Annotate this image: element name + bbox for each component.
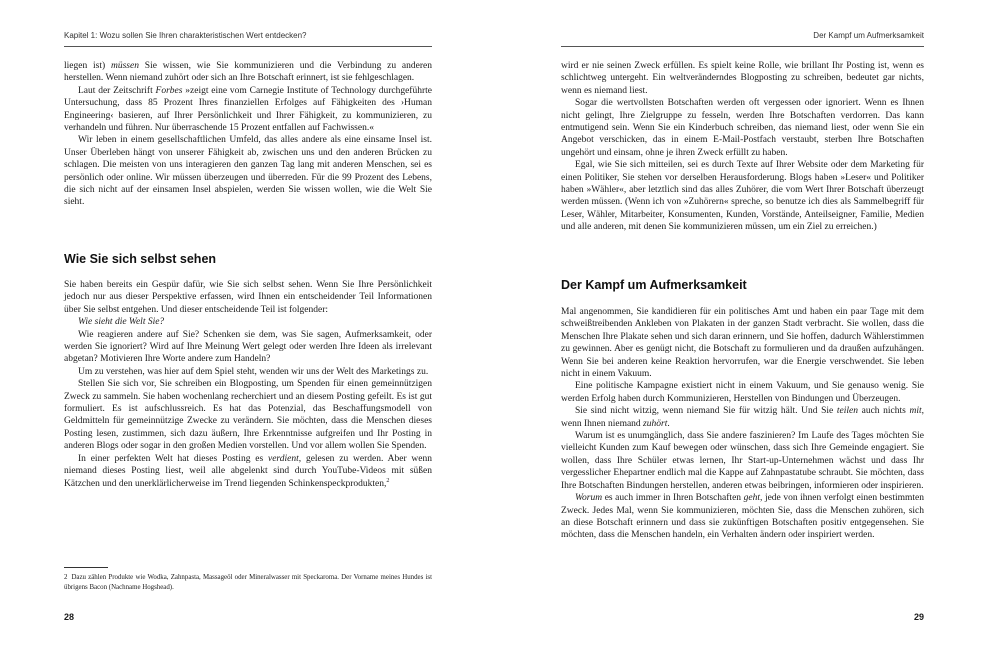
text-run: , jede von ihnen verfolgt einen bestimmten Zweck. Jedes Mal, wenn Sie kommunizieren, möchten Sie, dass die Menschen zuhören, sich an diese Botschaft erinnern und dass sie zukünftigen Botschaften positiv entgegensehen. Sie möchten, dass die Menschen handeln, ein Verhalten ändern oder inspiriert werden. — [561, 493, 924, 541]
italic-text: teilen — [836, 406, 858, 417]
body-text-top-left — [64, 60, 432, 209]
italic-text: zuhört — [643, 418, 668, 429]
section-heading-right: Der Kampf um Aufmerksamkeit — [561, 278, 747, 292]
text-run: liegen ist) — [64, 61, 111, 71]
italic-text: verdient — [267, 453, 299, 464]
paragraph — [561, 492, 924, 542]
text-run: Laut der Zeitschrift — [78, 85, 156, 96]
right-page — [495, 0, 990, 648]
text-run: Warum ist es unumgänglich, dass Sie andere faszinieren? Im Laufe des Tages möchten Sie vielleicht Kunden zum Kauf bewegen oder wünschen, dass sich Ihre Gemeinde engagiert. Sie wollen, dass Ihre Schüler etwas lernen, Ihr Start-up-Unternehmen wächst und dass Ihr vergesslicher Ehepartner endlich mal die Kappe auf Zahnpastatube schraubt. Sie möchten, dass Ihre Botschaften Bindungen herstellen, anderen etwas beibringen, informieren oder inspirieren. — [561, 431, 924, 491]
footnote-text: Dazu zählen Produkte wie Wodka, Zahnpasta, Massageöl oder Mineralwasser mit Speckaroma. Der Vorname meines Hundes ist übrigens Bacon (Nachname Hogshead). — [64, 574, 432, 591]
paragraph — [64, 366, 432, 378]
text-run: Stellen Sie sich vor, Sie schreiben ein Blogposting, um Spenden für einen gemeinnützigen Zweck zu sammeln. Sie haben wochenlang recherchiert und an diesem Posting gefeilt. Es ist gut formuliert. Es ist aufschlussreich. Es hat das Potenzial, das Beschaffungsmodell von Geldmitteln für gemeinnützige Zwecke zu verändern. Sie möchten, dass die Menschen dieses Posting lesen, zustimmen, sich dazu äußern, Ihre Erkenntnisse aufgreifen und Ihr Posting in anderen Blogs oder sogar in den großen Medien vorstellen. Und vor allem wollen Sie Spenden. — [64, 379, 432, 452]
text-run: , wenn Ihnen niemand — [561, 406, 924, 429]
italic-text: geht — [743, 493, 760, 504]
paragraph — [561, 405, 924, 430]
text-run: auch nichts — [858, 406, 910, 417]
body-text-section-left — [64, 279, 432, 490]
paragraph — [561, 430, 924, 492]
text-run: Sie wissen, wie Sie kommunizieren und die Verbindung zu anderen herstellen. Wenn niemand zuhört oder sich an Ihre Botschaft erinnert, ist sie fehlgeschlagen. — [64, 61, 432, 84]
footnote-number: 2 — [64, 574, 68, 581]
text-run: es auch immer in Ihren Botschaften — [602, 493, 744, 504]
text-run: Um zu verstehen, was hier auf dem Spiel steht, wenden wir uns der Welt des Marketings zu. — [78, 366, 429, 377]
paragraph — [64, 378, 432, 452]
paragraph — [64, 279, 432, 316]
paragraph — [561, 306, 924, 380]
paragraph — [64, 85, 432, 135]
text-run: Mal angenommen, Sie kandidieren für ein politisches Amt und haben ein paar Tage mit dem schweißtreibenden Ankleben von Plakaten in der ganzen Stadt verbracht. Sie wollen, dass die Menschen Ihre Plakate sehen und sich daran erinnern, und Sie hoffen, dadurch Wählerstimmen zu gewinnen. Aber es genügt nicht, die Botschaft zu formulieren und da draußen aufzuhängen. Wenn Sie bei anderen keine Reaktion hervorrufen, war die Energie verschwendet. Sie leben nicht in einem Vakuum. — [561, 307, 924, 380]
page-number-left: 28 — [64, 612, 75, 622]
header-rule-left — [64, 46, 432, 47]
paragraph — [64, 453, 432, 490]
text-run: In einer perfekten Welt hat dieses Posting es — [78, 453, 268, 464]
paragraph — [64, 60, 432, 85]
running-head-right: Der Kampf um Aufmerksamkeit — [813, 31, 924, 40]
paragraph — [561, 97, 924, 159]
footnote-marker: 2 — [386, 477, 390, 484]
running-head-left: Kapitel 1: Wozu sollen Sie Ihren charakteristischen Wert entdecken? — [64, 31, 307, 40]
italic-text: müssen — [110, 61, 139, 71]
text-run: Eine politische Kampagne existiert nicht in einem Vakuum, und Sie genauso wenig. Sie werden Erfolg haben durch Kommunizieren, Herstellen von Bindungen und Überzeugen. — [561, 381, 924, 404]
paragraph — [64, 329, 432, 366]
footnote-rule — [64, 567, 108, 568]
text-run: Sogar die wertvollsten Botschaften werden oft vergessen oder ignoriert. Wenn es Ihnen nicht gelingt, Ihre Zielgruppe zu fesseln, werden Ihre Botschaften verdorren. Das kann entmutigend sein. Wenn Sie ein Kinderbuch schreiben, das niemand liest, oder wenn Sie ein Angebot verschicken, das in einem E-Mail-Postfach verstaubt, sterben Ihre Botschaften ungehört und einsam, ohne je ihren Zweck erfüllt zu haben. — [561, 98, 924, 158]
paragraph — [561, 60, 924, 97]
italic-text: Worum — [575, 493, 603, 504]
text-run: Sie haben bereits ein Gespür dafür, wie Sie sich selbst sehen. Wenn Sie Ihre Persönlichkeit jedoch nur aus dieser Perspektive erfassen, wird Ihnen ein entscheidender Teil Informationen über Sie selbst entgehen. Und dieser entscheidende Teil ist folgender: — [64, 280, 432, 315]
text-run: Egal, wie Sie sich mitteilen, sei es durch Texte auf Ihrer Website oder dem Marketing für einen Politiker, Sie stehen vor derselben Herausforderung. Blogs haben »Leser« und Politiker haben »Wähler«, aber letztlich sind das alles Zuhörer, die vom Wert Ihrer Botschaft überzeugt werden müssen. (Wenn ich von »Zuhörern« spreche, so benutze ich dies als Sammelbegriff für Leser, Wähler, Mitarbeiter, Konsumenten, Kunden, Vorstände, Anteilseigner, Familie, Medien und alle anderen, mit denen Sie kommunizieren müssen, um ein Ziel zu erreichen.) — [561, 160, 924, 233]
italic-text: mit — [909, 406, 922, 417]
text-run: wird er nie seinen Zweck erfüllen. Es spielt keine Rolle, wie brillant Ihr Posting ist, wenn es schlichtweg untergeht. Ein weltveränderndes Blogposting zu schreiben, bedeutet gar nichts, wenn es niemand liest. — [561, 61, 924, 96]
header-rule-right — [561, 46, 924, 47]
section-heading-left: Wie Sie sich selbst sehen — [64, 252, 217, 266]
body-text-top-right — [561, 60, 924, 234]
paragraph — [561, 380, 924, 405]
paragraph — [561, 159, 924, 233]
page-number-right: 29 — [913, 612, 924, 622]
italic-text: Wie sieht die Welt Sie? — [78, 317, 165, 328]
text-run: Wir leben in einem gesellschaftlichen Umfeld, das alles andere als eine einsame Insel ist. Unser Überleben hängt von unserer Fähigkeit ab, zwischen uns und den anderen Brücken zu schlagen. Die meisten von uns interagieren den ganzen Tag lang mit anderen Menschen, sei es persönlich oder online. Wir müssen überzeugen und überreden. Für die 99 Prozent des Lebens, die sich nicht auf der einsamen Insel abspielen, werden Sie wissen wollen, wie die Welt Sie sieht. — [64, 135, 432, 208]
text-run: Wie reagieren andere auf Sie? Schenken sie dem, was Sie sagen, Aufmerksamkeit, oder werden Sie ignoriert? Wird auf Ihre Meinung Wert gelegt oder werden Ihre Ideen als irrelevant abgetan? Motivieren Ihre Worte andere zum Handeln? — [64, 329, 432, 365]
paragraph — [64, 134, 432, 208]
italic-text: Forbes — [155, 85, 183, 96]
paragraph — [64, 316, 432, 328]
body-text-section-right — [561, 306, 924, 542]
text-run: Sie sind nicht witzig, wenn niemand Sie für witzig hält. Und Sie — [575, 406, 837, 417]
text-run: , gelesen zu werden. Aber wenn niemand dieses Posting liest, weil alle abgelenkt sind durch YouTube-Videos mit süßen Kätzchen und den unerklärlicherweise im Trend liegenden Schinkenspeckprodukten, — [64, 453, 432, 489]
text-run: »zeigt eine vom Carnegie Institute of Technology durchgeführte Untersuchung, dass 85 Prozent Ihres finanziellen Erfolges auf Fähigkeiten des ›Human Engineering‹ basieren, auf Ihrer Persönlichkeit und Ihrer Fähigkeit, zu kommunizieren, zu verhandeln und führen. Nur überraschende 15 Prozent entfallen auf Fachwissen.« — [64, 85, 432, 134]
text-run: . — [667, 418, 670, 429]
footnote — [64, 573, 432, 593]
